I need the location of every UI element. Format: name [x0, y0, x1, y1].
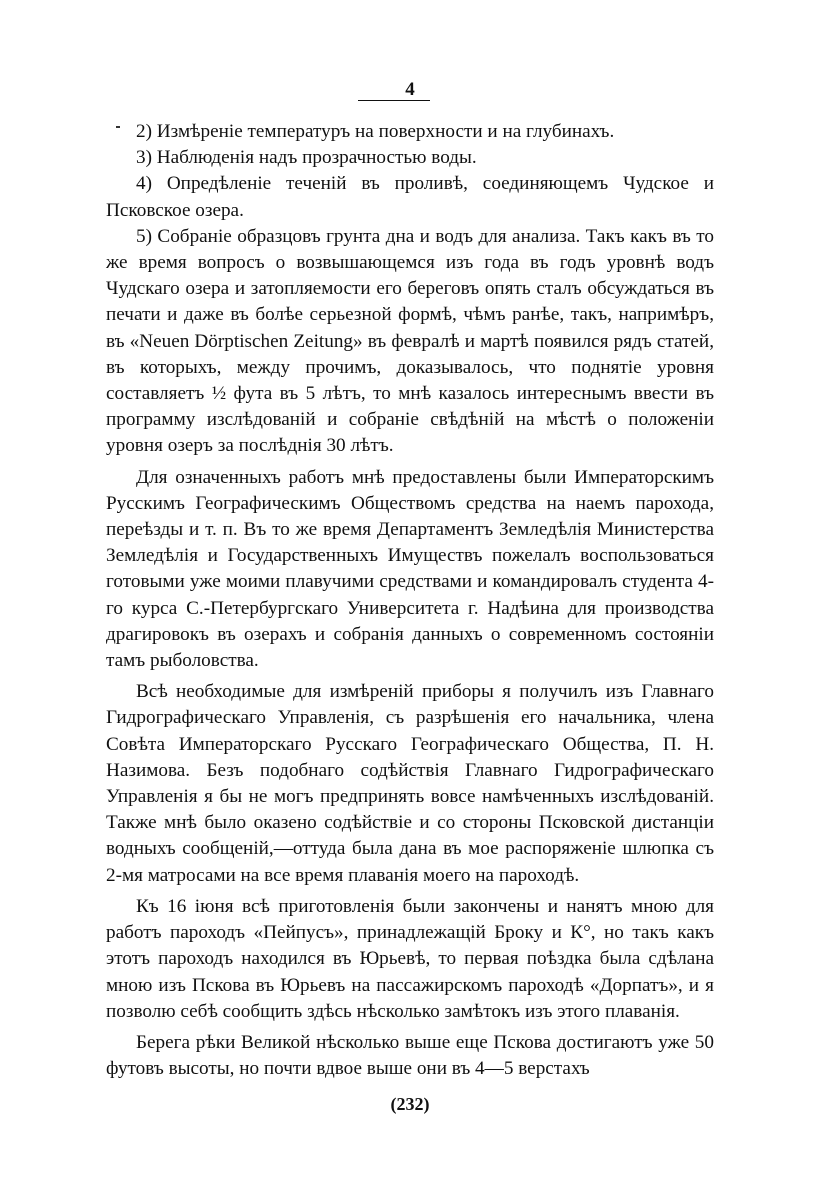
paragraph-steamer: Къ 16 іюня всѣ приготовленія были закончены и нанятъ мною для работъ пароходъ «Пейпусъ», принадлежащій Броку и К°, но такъ какъ этотъ пароходъ находился въ Юрьевѣ, то первая поѣздка была сдѣлана мною изъ Пскова въ Юрьевъ на пассажирскомъ пароходѣ «Дорпатъ», и я позволю себѣ сообщить здѣсь нѣсколько замѣтокъ изъ этого плаванія. [106, 895, 714, 1022]
paragraph-instruments: Всѣ необходимые для измѣреній приборы я получилъ изъ Главнаго Гидрографическаго Управленія, съ разрѣшенія его начальника, члена Совѣта Императорскаго Русскаго Географическаго Общества, П. Н. Назимова. Безъ подобнаго содѣйствія Главнаго Гидрографическаго Управленія я бы не могъ предпринять вовсе намѣченныхъ изслѣдованій. Также мнѣ было оказено содѣйствіе и со стороны Псковской дистанціи водныхъ сообщеній,—оттуда была дана въ мое распоряженіе шлюпка съ 2-мя матросами на все время плаванія моего на пароходѣ. [106, 681, 714, 886]
paragraph-item-5: 5) Собраніе образцовъ грунта дна и водъ для анализа. Такъ какъ въ то же время вопросъ о возвышающемся изъ года въ годъ уровнѣ водъ Чудскаго озера и затопляемости его береговъ опять сталъ обсуждаться въ печати и даже въ болѣе серьезной формѣ, чѣмъ ранѣе, такъ, напримѣръ, въ «Neuen Dörptischen Zeitung» въ февралѣ и мартѣ появился рядъ статей, въ которыхъ, между прочимъ, доказывалось, что поднятіе уровня составляетъ ½ фута въ 5 лѣтъ, то мнѣ казалось интереснымъ ввести въ программу изслѣдованій и собраніе свѣдѣній на мѣстѣ о положеніи уровня озеръ за послѣднія 30 лѣтъ. [106, 225, 714, 457]
paragraph-item-4: 4) Опредѣленіе теченій въ проливѣ, соединяющемъ Чудское и Псковское озера. [106, 173, 714, 221]
paragraph-item-3: 3) Наблюденія надъ прозрачностью воды. [136, 147, 477, 169]
page-number: 4 [405, 79, 415, 100]
paragraph-funding: Для означенныхъ работъ мнѣ предоставлены были Императорскимъ Русскимъ Географическимъ Обществомъ средства на наемъ парохода, переѣзды и т. п. Въ то же время Департаментъ Земледѣлія Министерства Земледѣлія и Государственныхъ Имуществъ пожелалъ воспользоваться готовыми уже моими плавучими средствами и командировалъ студента 4-го курса С.-Петербургскаго Университета г. Надѣина для производства драгировокъ въ озерахъ и собранія данныхъ о современномъ состояніи тамъ рыболовства. [106, 466, 714, 672]
sheet-number: (232) [390, 1094, 430, 1114]
paragraph-velikaya-banks: Берега рѣки Великой нѣсколько выше еще Пскова достигаютъ уже 50 футовъ высоты, но почти вдвое выше они въ 4—5 верстахъ [106, 1031, 714, 1080]
body-text [106, 119, 714, 1082]
page-number-underline [358, 100, 430, 101]
paragraph-item-2: 2) Измѣреніе температуръ на поверхности и на глубинахъ. [136, 121, 615, 142]
book-page [106, 0, 714, 1191]
stray-ink-mark [116, 126, 120, 128]
